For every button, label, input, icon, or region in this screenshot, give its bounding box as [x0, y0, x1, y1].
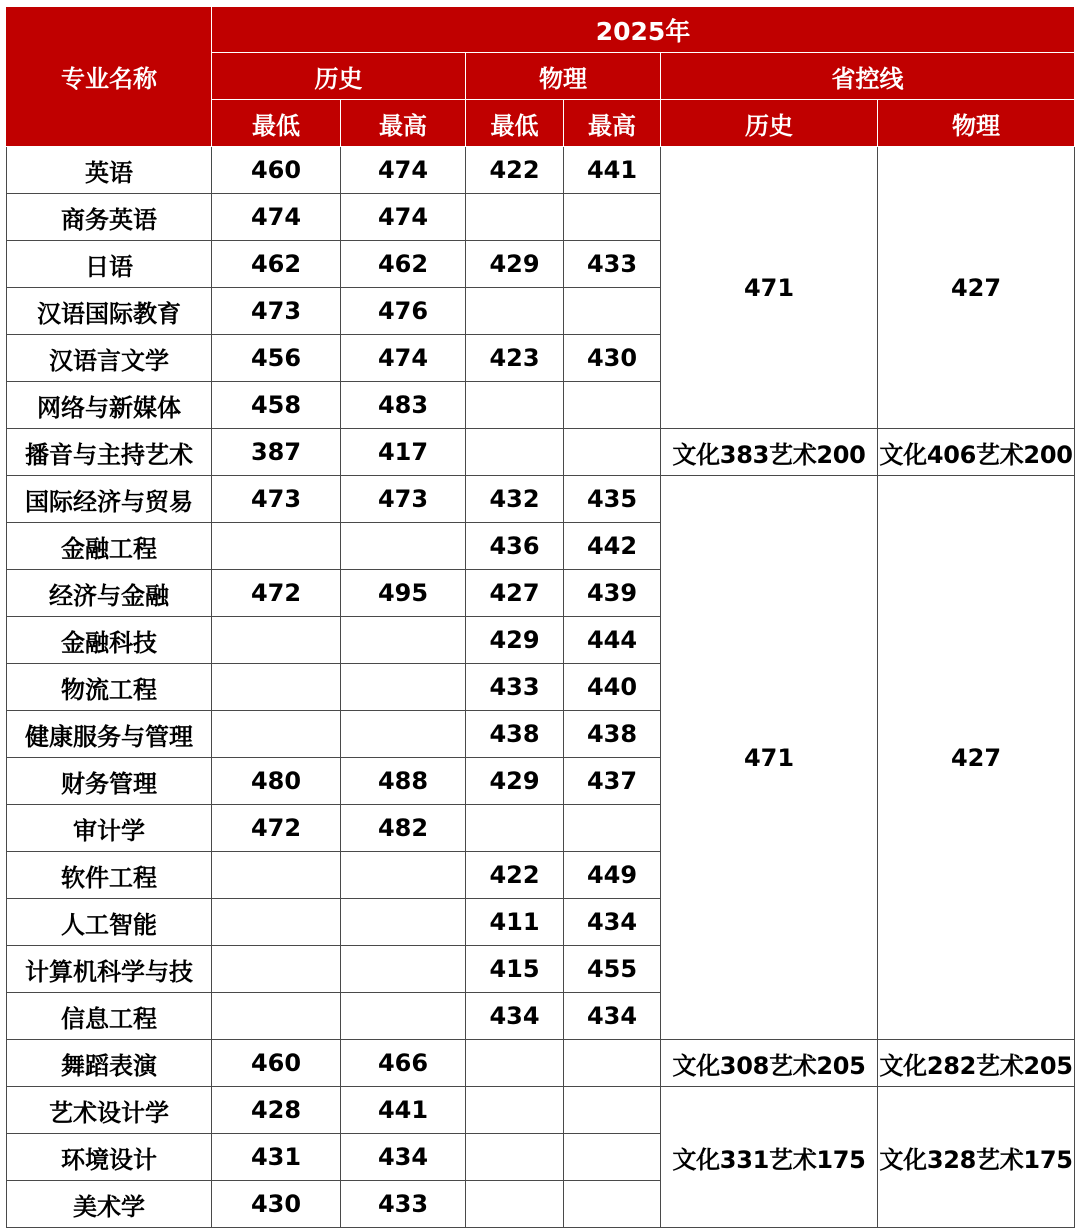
major-name-cell: 信息工程: [7, 993, 212, 1040]
major-name-cell: 日语: [7, 241, 212, 288]
physics-min-cell: [466, 429, 564, 476]
table-row: [7, 1087, 1075, 1134]
history-max-cell: 483: [341, 382, 466, 429]
history-min-cell: 428: [212, 1087, 341, 1134]
control-line-history-cell: 471: [661, 476, 878, 1040]
history-min-cell: [212, 711, 341, 758]
history-min-cell: 480: [212, 758, 341, 805]
history-max-cell: 462: [341, 241, 466, 288]
physics-max-cell: 434: [564, 993, 661, 1040]
history-min-cell: 473: [212, 288, 341, 335]
physics-group-header: 物理: [466, 53, 661, 100]
history-max-cell: 441: [341, 1087, 466, 1134]
major-name-cell: 播音与主持艺术: [7, 429, 212, 476]
physics-min-cell: 422: [466, 147, 564, 194]
history-max-cell: [341, 899, 466, 946]
physics-max-cell: 437: [564, 758, 661, 805]
major-name-cell: 财务管理: [7, 758, 212, 805]
physics-max-cell: 435: [564, 476, 661, 523]
history-min-cell: 460: [212, 1040, 341, 1087]
physics-min-cell: [466, 382, 564, 429]
physics-max-cell: [564, 1134, 661, 1181]
major-name-cell: 软件工程: [7, 852, 212, 899]
physics-max-cell: 442: [564, 523, 661, 570]
history-max-cell: 417: [341, 429, 466, 476]
year-header: 2025年: [212, 7, 1075, 53]
major-name-cell: 金融工程: [7, 523, 212, 570]
major-name-cell: 艺术设计学: [7, 1087, 212, 1134]
history-min-cell: [212, 946, 341, 993]
physics-min-cell: [466, 288, 564, 335]
major-name-cell: 汉语言文学: [7, 335, 212, 382]
major-name-cell: 金融科技: [7, 617, 212, 664]
physics-min-cell: [466, 1181, 564, 1228]
history-min-cell: 458: [212, 382, 341, 429]
history-max-cell: [341, 993, 466, 1040]
history-max-cell: [341, 711, 466, 758]
history-min-cell: [212, 523, 341, 570]
major-name-cell: 美术学: [7, 1181, 212, 1228]
major-name-cell: 经济与金融: [7, 570, 212, 617]
history-max-cell: 488: [341, 758, 466, 805]
physics-max-cell: [564, 288, 661, 335]
control-line-group-header: 省控线: [661, 53, 1075, 100]
control-line-physics-cell: 427: [878, 147, 1075, 429]
physics-min-cell: 411: [466, 899, 564, 946]
physics-max-cell: 455: [564, 946, 661, 993]
physics-max-cell: [564, 1181, 661, 1228]
history-max-cell: 466: [341, 1040, 466, 1087]
physics-max-cell: 441: [564, 147, 661, 194]
major-name-cell: 人工智能: [7, 899, 212, 946]
physics-min-cell: 436: [466, 523, 564, 570]
table-row: [7, 429, 1075, 476]
major-name-cell: 健康服务与管理: [7, 711, 212, 758]
table-row: [7, 476, 1075, 523]
physics-min-cell: [466, 805, 564, 852]
history-min-cell: [212, 664, 341, 711]
history-min-cell: 387: [212, 429, 341, 476]
physics-min-cell: 415: [466, 946, 564, 993]
history-max-cell: 474: [341, 194, 466, 241]
control-line-history-cell: 文化308艺术205: [661, 1040, 878, 1087]
history-max-cell: 476: [341, 288, 466, 335]
physics-min-cell: [466, 194, 564, 241]
control-line-physics-cell: 文化328艺术175: [878, 1087, 1075, 1228]
history-max-cell: [341, 852, 466, 899]
history-min-cell: 472: [212, 570, 341, 617]
history-max-cell: 474: [341, 147, 466, 194]
major-name-cell: 英语: [7, 147, 212, 194]
history-max-cell: [341, 617, 466, 664]
physics-min-cell: 427: [466, 570, 564, 617]
physics-max-cell: 444: [564, 617, 661, 664]
history-min-cell: 462: [212, 241, 341, 288]
history-max-cell: 482: [341, 805, 466, 852]
history-max-cell: [341, 523, 466, 570]
physics-max-cell: [564, 382, 661, 429]
major-name-cell: 汉语国际教育: [7, 288, 212, 335]
physics-min-cell: 422: [466, 852, 564, 899]
major-name-cell: 网络与新媒体: [7, 382, 212, 429]
physics-min-cell: 433: [466, 664, 564, 711]
admission-scores-table: [6, 6, 1075, 1228]
physics-min-header: 最低: [466, 100, 564, 147]
history-group-header: 历史: [212, 53, 466, 100]
major-name-header: 专业名称: [7, 7, 212, 147]
history-min-cell: [212, 899, 341, 946]
history-min-cell: 431: [212, 1134, 341, 1181]
major-name-cell: 国际经济与贸易: [7, 476, 212, 523]
physics-min-cell: 423: [466, 335, 564, 382]
major-name-cell: 舞蹈表演: [7, 1040, 212, 1087]
physics-min-cell: [466, 1087, 564, 1134]
history-max-header: 最高: [341, 100, 466, 147]
control-history-header: 历史: [661, 100, 878, 147]
major-name-cell: 商务英语: [7, 194, 212, 241]
control-line-history-cell: 文化331艺术175: [661, 1087, 878, 1228]
history-max-cell: [341, 664, 466, 711]
physics-max-cell: [564, 805, 661, 852]
history-min-cell: 460: [212, 147, 341, 194]
physics-max-cell: 434: [564, 899, 661, 946]
history-min-cell: [212, 852, 341, 899]
control-line-history-cell: 471: [661, 147, 878, 429]
history-max-cell: 434: [341, 1134, 466, 1181]
physics-max-cell: 430: [564, 335, 661, 382]
history-max-cell: 495: [341, 570, 466, 617]
history-max-cell: 474: [341, 335, 466, 382]
major-name-cell: 计算机科学与技: [7, 946, 212, 993]
physics-max-cell: [564, 1087, 661, 1134]
history-max-cell: 473: [341, 476, 466, 523]
history-max-cell: [341, 946, 466, 993]
history-min-cell: 474: [212, 194, 341, 241]
major-name-cell: 环境设计: [7, 1134, 212, 1181]
physics-max-cell: 439: [564, 570, 661, 617]
history-min-cell: [212, 617, 341, 664]
physics-max-cell: [564, 429, 661, 476]
physics-min-cell: 434: [466, 993, 564, 1040]
physics-max-cell: 433: [564, 241, 661, 288]
physics-min-cell: [466, 1134, 564, 1181]
history-min-header: 最低: [212, 100, 341, 147]
physics-min-cell: 429: [466, 758, 564, 805]
physics-min-cell: 432: [466, 476, 564, 523]
history-min-cell: [212, 993, 341, 1040]
physics-max-cell: [564, 194, 661, 241]
control-line-physics-cell: 文化282艺术205: [878, 1040, 1075, 1087]
history-min-cell: 456: [212, 335, 341, 382]
physics-max-header: 最高: [564, 100, 661, 147]
table-row: [7, 147, 1075, 194]
physics-max-cell: 440: [564, 664, 661, 711]
physics-max-cell: 438: [564, 711, 661, 758]
major-name-cell: 物流工程: [7, 664, 212, 711]
physics-max-cell: [564, 1040, 661, 1087]
physics-min-cell: 438: [466, 711, 564, 758]
control-line-history-cell: 文化383艺术200: [661, 429, 878, 476]
history-min-cell: 473: [212, 476, 341, 523]
control-line-physics-cell: 427: [878, 476, 1075, 1040]
major-name-cell: 审计学: [7, 805, 212, 852]
history-min-cell: 430: [212, 1181, 341, 1228]
history-min-cell: 472: [212, 805, 341, 852]
physics-min-cell: 429: [466, 617, 564, 664]
physics-min-cell: 429: [466, 241, 564, 288]
control-line-physics-cell: 文化406艺术200: [878, 429, 1075, 476]
physics-min-cell: [466, 1040, 564, 1087]
table-body: [7, 147, 1075, 1228]
physics-max-cell: 449: [564, 852, 661, 899]
control-physics-header: 物理: [878, 100, 1075, 147]
history-max-cell: 433: [341, 1181, 466, 1228]
table-row: [7, 1040, 1075, 1087]
